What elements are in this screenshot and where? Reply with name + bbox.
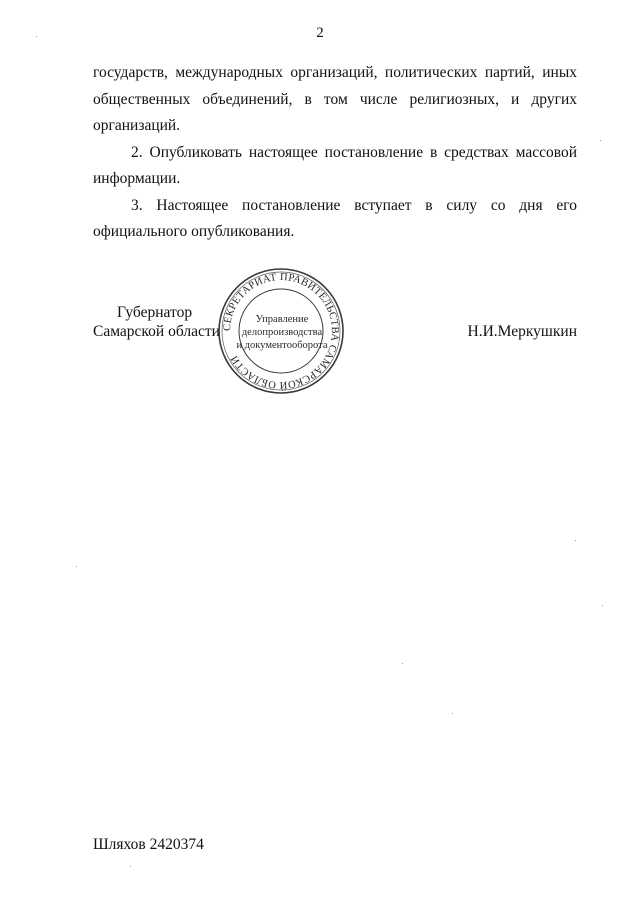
scan-speck: [76, 566, 77, 567]
paragraph-continuation: государств, международных организаций, политических партий, иных общественных объединений, в том числе религиозных, и других организаций.: [93, 64, 577, 134]
seal-center-line: Управление: [255, 314, 309, 325]
scan-speck: [36, 36, 37, 37]
seal-center-text: [236, 313, 328, 352]
scan-speck: [600, 140, 601, 141]
scan-speck: [452, 713, 453, 714]
scan-speck: [130, 866, 131, 867]
signatory-title: Губернатор: [117, 304, 193, 321]
signatory-region: Самарской области: [93, 323, 220, 340]
executor-contact: Шляхов 2420374: [93, 836, 204, 853]
seal-ring-text: СЕКРЕТАРИАТ ПРАВИТЕЛЬСТВА САМАРСКОЙ ОБЛАСТИ: [221, 271, 341, 391]
scan-speck: [575, 540, 576, 541]
signatory-position: [93, 303, 220, 341]
scan-speck: [602, 605, 603, 606]
page-number: 2: [316, 25, 324, 41]
seal-center-line: и документооборота: [236, 340, 328, 351]
document-body: [93, 60, 577, 246]
paragraph-item-2: 2. Опубликовать настоящее постановление в средствах массовой информации.: [93, 143, 577, 187]
paragraph-item-3: 3. Настоящее постановление вступает в силу со дня его официального опубликования.: [93, 196, 577, 240]
scan-speck: [402, 663, 403, 664]
seal-center-line: делопроизводства: [241, 327, 323, 338]
official-seal: [216, 266, 346, 396]
signatory-name: Н.И.Меркушкин: [467, 323, 577, 340]
